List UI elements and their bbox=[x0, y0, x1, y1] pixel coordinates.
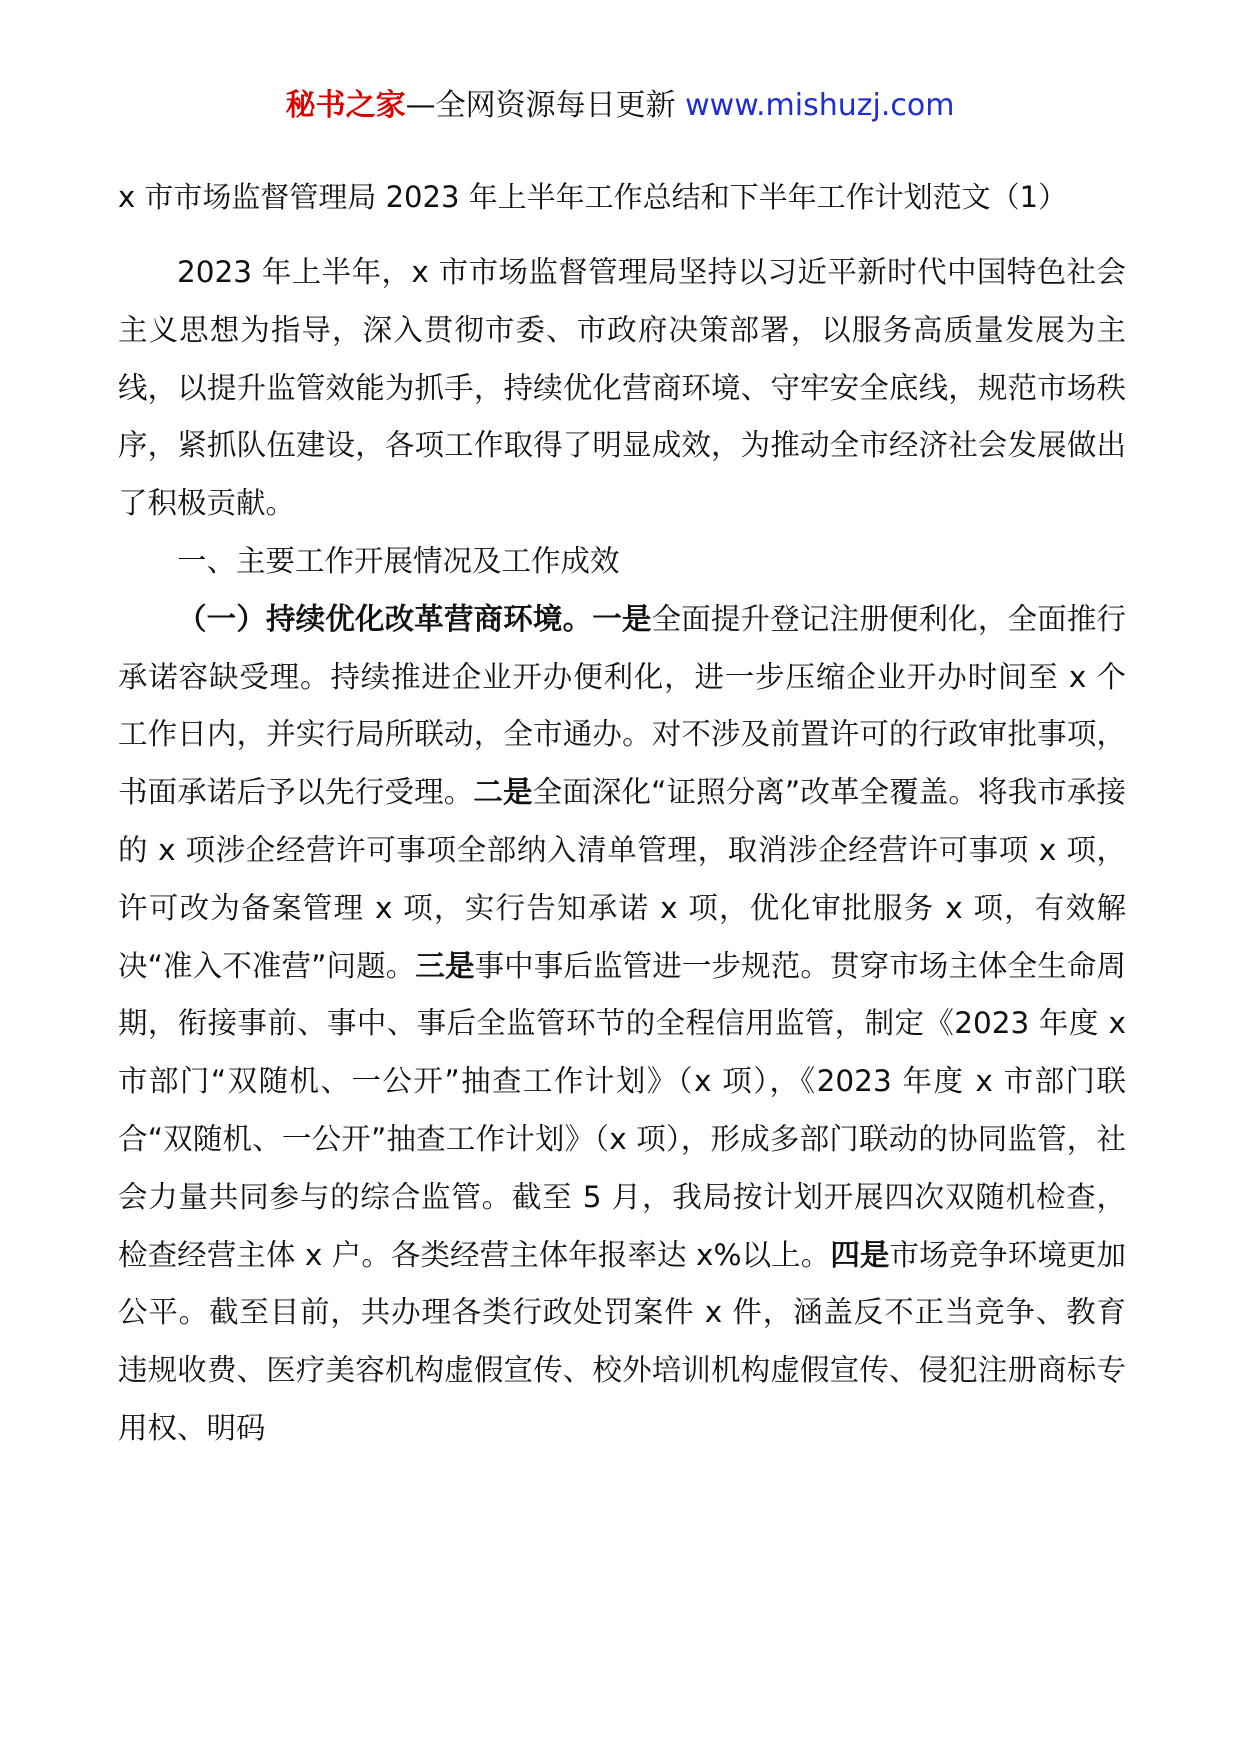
point-4-lead: 四是 bbox=[830, 1237, 890, 1272]
point-2-lead: 二是 bbox=[473, 775, 533, 810]
brand-name: 秘书之家 bbox=[285, 88, 406, 123]
site-url-link[interactable]: www.mishuzj.com bbox=[685, 88, 955, 123]
header-slogan: —全网资源每日更新 bbox=[405, 88, 686, 123]
intro-paragraph: 2023 年上半年，x 市市场监督管理局坚持以习近平新时代中国特色社会主义思想为指导，深入贯彻市委、市政府决策部署，以服务高质量发展为主线，以提升监管效能为抓手，持续优化营商环境、守牢安全底线，规范市场秩序，紧抓队伍建设，各项工作取得了明显成效，为推动全市经济社会发展做出了积极贡献。 bbox=[118, 255, 1126, 521]
point-1-text: 全面提升登记注册便利化，全面推行承诺容缺受理。持续推进企业开办便利化，进一步压缩企业开办时间至 x 个工作日内，并实行局所联动，全市通办。对不涉及前置许可的行政审批事项，书面承诺后予以先行受理。 bbox=[118, 601, 1126, 810]
point-4-text: 市场竞争环境更加公平。截至目前，共办理各类行政处罚案件 x 件，涵盖反不正当竞争、教育违规收费、医疗美容机构虚假宣传、校外培训机构虚假宣传、侵犯注册商标专用权、明码 bbox=[118, 1237, 1126, 1445]
section-heading: 一、主要工作开展情况及工作成效 bbox=[177, 543, 620, 578]
document-title: x 市市场监督管理局 2023 年上半年工作总结和下半年工作计划范文（1） bbox=[118, 180, 1068, 214]
subsection-heading: （一）持续优化改革营商环境。 bbox=[177, 601, 593, 636]
point-3-lead: 三是 bbox=[415, 948, 475, 983]
point-2-text: 全面深化“证照分离”改革全覆盖。将我市承接的 x 项涉企经营许可事项全部纳入清单管理，取消涉企经营许可事项 x 项，许可改为备案管理 x 项，实行告知承诺 x 项，优化审批服务 x 项，有效解决“准入不准营”问题。 bbox=[118, 775, 1126, 983]
document-body bbox=[118, 244, 1126, 1458]
subsection-paragraph bbox=[118, 591, 1126, 1458]
point-1-lead: 一是 bbox=[592, 601, 652, 636]
site-header bbox=[0, 86, 1240, 126]
point-3-text: 事中事后监管进一步规范。贯穿市场主体全生命周期，衔接事前、事中、事后全监管环节的全程信用监管，制定《2023 年度 x 市部门“双随机、一公开”抽查工作计划》（x 项），《2023 年度 x 市部门联合“双随机、一公开”抽查工作计划》（x 项），形成多部门联动的协同监管，社会力量共同参与的综合监管。截至 5 月，我局按计划开展四次双随机检查，检查经营主体 x 户。各类经营主体年报率达 x%以上。 bbox=[118, 948, 1126, 1272]
